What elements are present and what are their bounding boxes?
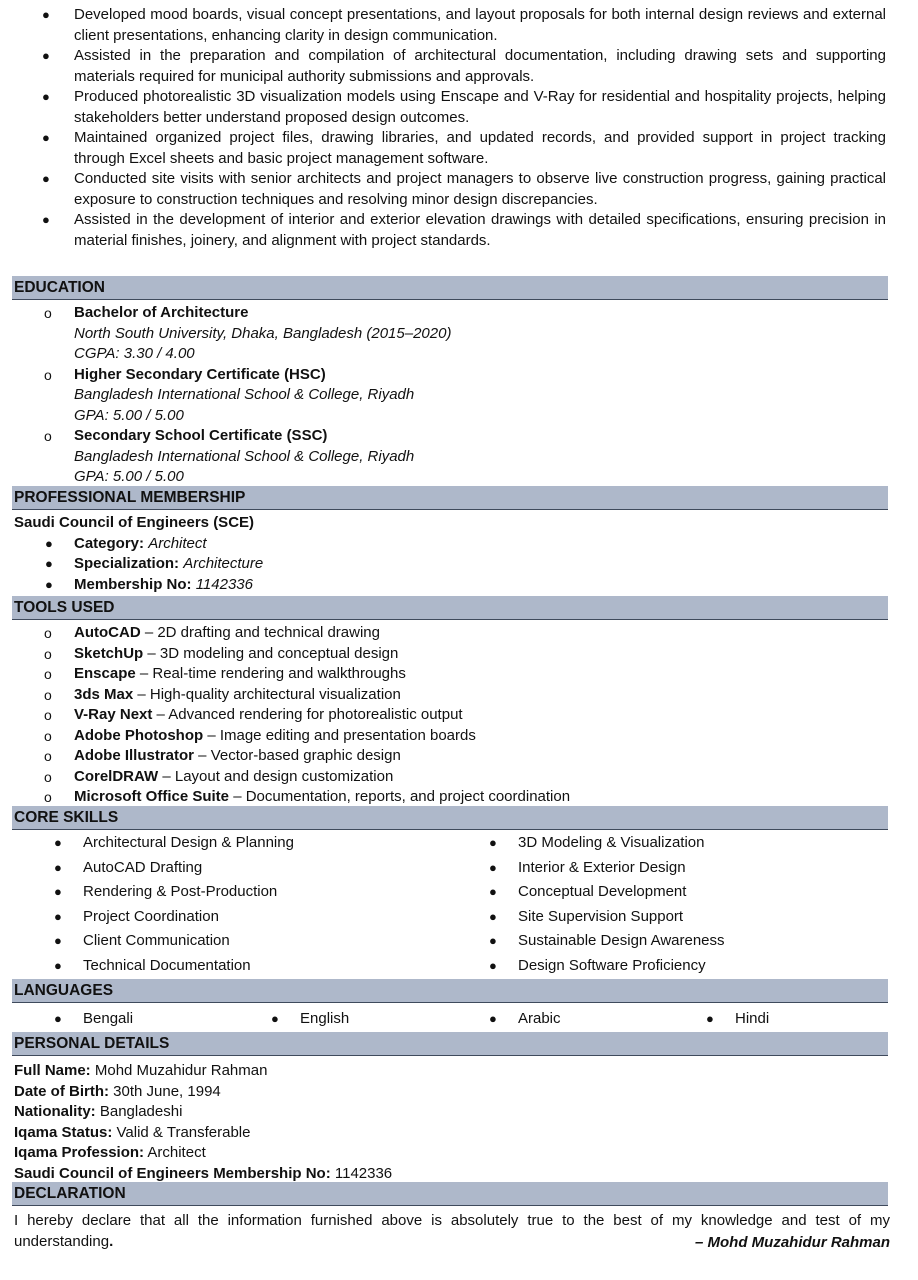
membership-header: PROFESSIONAL MEMBERSHIP	[12, 486, 888, 510]
tools-header: TOOLS USED	[12, 596, 888, 620]
bullet-icon: ●	[54, 859, 62, 875]
bullet-icon: ●	[42, 130, 50, 145]
circle-bullet-icon: o	[44, 625, 52, 641]
circle-bullet-icon: o	[44, 789, 52, 805]
circle-bullet-icon: o	[44, 428, 52, 444]
tool-item: o Adobe Illustrator – Vector-based graphic design	[14, 746, 888, 767]
bullet-icon: ●	[45, 535, 53, 551]
personal-row: Date of Birth: 30th June, 1994	[14, 1082, 221, 1100]
bullet-icon: ●	[489, 884, 497, 899]
bullet-icon: ●	[54, 884, 62, 899]
languages-header: LANGUAGES	[12, 979, 888, 1003]
bullet-icon: ●	[42, 212, 50, 227]
education-degree: o Bachelor of Architecture	[14, 303, 888, 324]
education-grade: GPA: 5.00 / 5.00	[74, 468, 184, 485]
circle-bullet-icon: o	[44, 748, 52, 764]
circle-bullet-icon: o	[44, 727, 52, 744]
circle-bullet-icon: o	[44, 305, 52, 321]
personal-section	[14, 1061, 888, 1184]
experience-bullet-text: Maintained organized project files, drawing libraries, and updated records, and provided support in project tracking through Excel sheets and basic project management software.	[74, 129, 886, 167]
personal-row: Nationality: Bangladeshi	[14, 1103, 183, 1120]
experience-bullet	[14, 210, 886, 251]
education-institution: Bangladesh International School & College, Riyadh	[74, 386, 415, 403]
circle-bullet-icon: o	[44, 645, 52, 662]
bullet-icon: ●	[54, 957, 62, 973]
membership-org: Saudi Council of Engineers (SCE)	[14, 514, 255, 531]
personal-row: Iqama Status: Valid & Transferable	[14, 1123, 251, 1141]
membership-section	[14, 513, 888, 595]
declaration-header: DECLARATION	[12, 1182, 888, 1206]
membership-item: ● Membership No: 1142336	[14, 575, 888, 596]
tool-item: o 3ds Max – High-quality architectural visualization	[14, 685, 888, 706]
education-institution: Bangladesh International School & College, Riyadh	[74, 447, 415, 465]
circle-bullet-icon: o	[44, 686, 52, 703]
bullet-icon: ●	[42, 48, 50, 63]
tool-item: o V-Ray Next – Advanced rendering for photorealistic output	[14, 705, 888, 726]
education-institution: North South University, Dhaka, Bangladesh (2015–2020)	[74, 324, 452, 342]
circle-bullet-icon: o	[44, 768, 52, 785]
personal-row: Full Name: Mohd Muzahidur Rahman	[14, 1062, 268, 1079]
bullet-icon: ●	[271, 1011, 279, 1026]
bullet-icon: ●	[42, 7, 50, 22]
experience-bullet-text: Assisted in the development of interior and exterior elevation drawings with detailed specifications, ensuring precision in material finishes, joinery, and alignment with project standards.	[74, 211, 886, 249]
tool-item: o Enscape – Real-time rendering and walkthroughs	[14, 664, 888, 685]
education-section	[14, 303, 888, 488]
experience-bullet	[14, 87, 886, 128]
personal-row: Iqama Profession: Architect	[14, 1144, 206, 1161]
bullet-icon: ●	[45, 556, 53, 571]
tool-item: o Microsoft Office Suite – Documentation, reports, and project coordination	[14, 787, 888, 808]
bullet-icon: ●	[54, 908, 62, 924]
experience-bullet-text: Conducted site visits with senior architects and project managers to observe live construction progress, gaining practical exposure to construction techniques and resolving minor design discrepancies.	[74, 170, 886, 208]
declaration-text: I hereby declare that all the information furnished above is absolutely true to the best of my knowledge and test of my understanding.	[14, 1212, 890, 1250]
experience-bullet	[14, 128, 886, 169]
bullet-icon: ●	[706, 1011, 714, 1026]
signature: – Mohd Muzahidur Rahman	[695, 1234, 890, 1251]
membership-item: ● Category: Architect	[14, 534, 888, 555]
circle-bullet-icon: o	[44, 666, 52, 682]
experience-bullet-text: Developed mood boards, visual concept presentations, and layout proposals for both internal design reviews and external client presentations, enhancing clarity in design communication.	[74, 6, 886, 44]
skills-header: CORE SKILLS	[12, 806, 888, 830]
bullet-icon: ●	[42, 89, 50, 104]
tool-item: o Adobe Photoshop – Image editing and presentation boards	[14, 726, 888, 747]
membership-item: ● Specialization: Architecture	[14, 554, 888, 575]
bullet-icon: ●	[489, 835, 497, 850]
bullet-icon: ●	[489, 1011, 497, 1026]
experience-bullet	[14, 169, 886, 210]
bullet-icon: ●	[54, 933, 62, 948]
tool-item: o CorelDRAW – Layout and design customization	[14, 767, 888, 788]
experience-bullet	[14, 46, 886, 87]
circle-bullet-icon: o	[44, 707, 52, 723]
education-degree: o Higher Secondary Certificate (HSC)	[14, 365, 888, 386]
experience-bullet-text: Produced photorealistic 3D visualization models using Enscape and V-Ray for residential and hospitality projects, helping stakeholders better understand proposed design outcomes.	[74, 88, 886, 126]
bullet-icon: ●	[54, 1011, 62, 1026]
personal-row: Saudi Council of Engineers Membership No: 1142336	[14, 1164, 393, 1182]
bullet-icon: ●	[45, 576, 53, 592]
education-grade: GPA: 5.00 / 5.00	[74, 406, 184, 424]
resume-page: ● Developed mood boards, visual concept presentations, and layout proposals for both internal design reviews and external client presentations, enhancing clarity in design communication. ● Assisted in the preparation and compilation of architectural documentation, including drawing sets and supporting materials required for municipal authority submissions and approvals. ● Produced photorealistic 3D visualization models using Enscape and V-Ray for residential and hospitality projects, helping stakeholders better understand proposed design outcomes. ● Maintained organized project files, drawing libraries, and updated records, and provided support in project tracking through Excel sheets and basic project management software. ● Conducted site visits with senior architects and project managers to observe live construction progress, gaining practical exposure to construction techniques and resolving minor design discrepancies. ● Assisted in the development of interior and exterior elevation drawings with detailed specifications, ensuring precision in material finishes, joinery, and alignment with project standards. EDUCATION o Bachelor of Architecture North South University, Dhaka, Bangladesh (2015–2020) CGPA: 3.30 / 4.00 o Higher Secondary Certificate (HSC) Bangladesh International School & College, Riyadh GPA: 5.00 / 5.00 o Secondary School Certificate (SSC) Bangladesh International School & College, Riyadh GPA: 5.00 / 5.00 PROFESSIONAL MEMBERSHIP Saudi Council of Engineers (SCE) ● Category: Architect ● Specialization: Architecture ● Membership No: 1142336 TOOLS USED o AutoCAD – 2D drafting and technical drawing o SketchUp – 3D modeling and conceptual design o Enscape – Real-time rendering and walkthroughs o 3ds Max – High-quality architectural visualization o V-Ray Next – Advanced rendering for photorealistic output o Adobe Photoshop – Image editing and presentation boards o Adobe Illustrator – Vector-based graphic design o CorelDRAW – Layout and design customization o Microsoft Office Suite – Documentation, reports, and project coordination CORE SKILLS ● Architectural Design & Planning ● AutoCAD Drafting ● Rendering & Post-Production ● Project Coordination ● Client Communication ● Technical Documentation ● 3D Modeling & Visualization ● Interior & Exterior Design ● Conceptual Development ● Site Supervision Support ● Sustainable Design Awareness ● Design Software Proficiency LANGUAGES ● Bengali ● English ● Arabic ● Hindi PERSONAL DETAILS Full Name: Mohd Muzahidur Rahman Date of Birth: 30th June, 1994 Nationality: Bangladeshi Iqama Status: Valid & Transferable Iqama Profession: Architect Saudi Council of Engineers Membership No: 1142336 DECLARATION I hereby declare that all the information furnished above is absolutely true to the best of my knowledge and test of my understanding. – Mohd Muzahidur Rahman	[0, 0, 918, 1280]
bullet-icon: ●	[54, 835, 62, 850]
tools-section	[14, 623, 888, 808]
experience-bullets	[14, 5, 886, 251]
bullet-icon: ●	[489, 908, 497, 924]
bullet-icon: ●	[489, 859, 497, 875]
experience-bullet-text: Assisted in the preparation and compilation of architectural documentation, including drawing sets and supporting materials required for municipal authority submissions and approvals.	[74, 47, 886, 85]
experience-bullet	[14, 5, 886, 46]
education-header: EDUCATION	[12, 276, 888, 300]
bullet-icon: ●	[42, 171, 50, 186]
tool-item: o AutoCAD – 2D drafting and technical drawing	[14, 623, 888, 644]
tool-item: o SketchUp – 3D modeling and conceptual design	[14, 644, 888, 665]
education-grade: CGPA: 3.30 / 4.00	[74, 345, 195, 362]
bullet-icon: ●	[489, 957, 497, 973]
circle-bullet-icon: o	[44, 366, 52, 383]
bullet-icon: ●	[489, 933, 497, 948]
education-degree: o Secondary School Certificate (SSC)	[14, 426, 888, 447]
personal-header: PERSONAL DETAILS	[12, 1032, 888, 1056]
